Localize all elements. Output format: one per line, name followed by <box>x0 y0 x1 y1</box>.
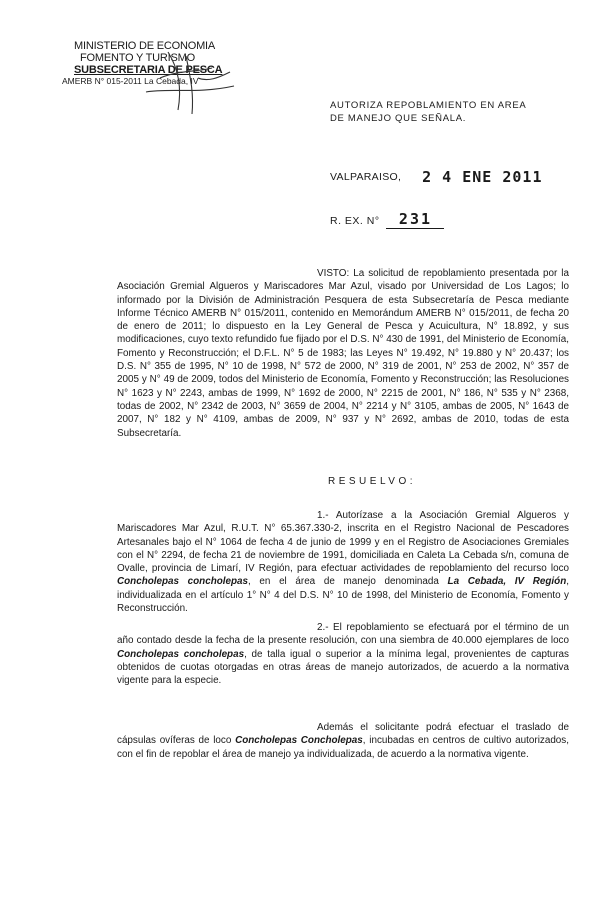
paragraph-3-text <box>117 721 569 761</box>
paragraph-3 <box>117 721 569 761</box>
resuelvo-heading: RESUELVO: <box>328 476 416 487</box>
species-name: Concholepas concholepas <box>117 648 245 660</box>
species-name: Concholepas concholepas <box>117 576 249 588</box>
visto-paragraph <box>117 267 569 440</box>
paragraph-3-part-b: , incubadas en centros de cultivo autorizados, con el fin de repoblar el área de manejo ya individualizada, de acuerdo a la normativa vigente. <box>117 735 569 760</box>
subject-line-1: AUTORIZA REPOBLAMIENTO EN AREA <box>330 100 527 111</box>
subject-line-2: DE MANEJO QUE SEÑALA. <box>330 112 467 124</box>
article-1-part-b: , en el área de manejo denominada <box>248 576 439 588</box>
resolution-subject <box>330 100 570 125</box>
ministry-subname: FOMENTO Y TURISMO <box>80 52 195 64</box>
area-name: La Cebada, IV Región <box>447 576 567 588</box>
resolution-number: 231 <box>386 210 444 229</box>
resolution-number-line <box>330 210 444 229</box>
article-2-text <box>117 621 569 687</box>
species-name: Concholepas Concholepas <box>235 735 363 747</box>
resolution-number-label: R. EX. N° <box>330 215 380 227</box>
ministry-name: MINISTERIO DE ECONOMIA <box>74 40 216 52</box>
article-1-text <box>117 509 569 615</box>
amerb-reference: AMERB N° 015-2011 La Cebada, IV <box>62 76 199 86</box>
article-2-part-b: , de talla igual o superior a la mínima legal, provenientes de capturas obtenidos de cuotas otorgadas en otras áreas de manejo autorizados, de acuerdo a la normativa vigente para la especie. <box>117 648 569 687</box>
city-label: VALPARAISO, <box>330 171 402 183</box>
article-2-part-a: 2.- El repoblamiento se efectuará por el término de un año contado desde la fecha de la presente resolución, con una siembra de 40.000 ejemplares de loco <box>117 622 569 647</box>
date-stamp: 2 4 ENE 2011 <box>422 168 543 186</box>
article-1-part-a: 1.- Autorízase a la Asociación Gremial Algueros y Mariscadores Mar Azul, R.U.T. N° 65.367.330-2, inscrita en el Registro Nacional de Pescadores Artesanales bajo el N° 1064 de fecha 4 de junio de 1999 y en el Registro de Asociaciones Gremiales con el N° 2294, de fecha 21 de noviembre de 1991, domiciliada en Caleta La Cebada s/n, comuna de Ovalle, provincia de Limarí, IV Región, para efectuar actividades de repoblamiento del recurso loco <box>117 510 569 575</box>
handwritten-signature <box>138 48 238 116</box>
paragraph-3-part-a: Además el solicitante podrá efectuar el traslado de cápsulas ovíferas de loco <box>117 722 569 747</box>
article-2 <box>117 621 569 687</box>
article-1-part-c: , individualizada en el artículo 1° N° 4 del D.S. N° 10 de 1998, del Ministerio de Economía, Fomento y Reconstrucción. <box>117 576 569 615</box>
article-1 <box>117 509 569 615</box>
subsecretariat-name: SUBSECRETARIA DE PESCA <box>74 64 223 76</box>
visto-text: VISTO: La solicitud de repoblamiento presentada por la Asociación Gremial Algueros y Mariscadores Mar Azul, visado por Universidad de Los Lagos; lo informado por la División de Administración Pesquera de esta Subsecretaría de Pesca mediante Informe Técnico AMERB N° 015/2011, contenido en Memorándum AMERB N° 015/2011, de fecha 20 de enero de 2011; lo dispuesto en la Ley General de Pesca y Acuicultura, N° 18.892, y sus modificaciones, cuyo texto refundido fue fijado por el D.S. N° 430 de 1991, del Ministerio de Economía, Fomento y Reconstrucción; el D.F.L. N° 5 de 1983; las Leyes N° 19.492, N° 19.880 y N° 20.437; los D.S. N° 355 de 1995, N° 10 de 1998, N° 572 de 2000, N° 319 de 2001, N° 253 de 2002, N° 357 de 2005 y N° 49 de 2009, todos del Ministerio de Economía, Fomento y Reconstrucción; las Resoluciones N° 1623 y N° 2243, ambas de 1999, N° 1692 de 2000, N° 2215 de 2001, N° 186, N° 535 y N° 2368, todas de 2002, N° 2342 de 2003, N° 3659 de 2004, N° 2214 y N° 3105, ambas de 2005, N° 1643 de 2007, N° 182 y N° 4109, ambas de 2009, N° 937 y N° 2692, ambas de 2010, todas de esta Subsecretaría. <box>117 268 569 439</box>
date-line <box>330 168 542 186</box>
